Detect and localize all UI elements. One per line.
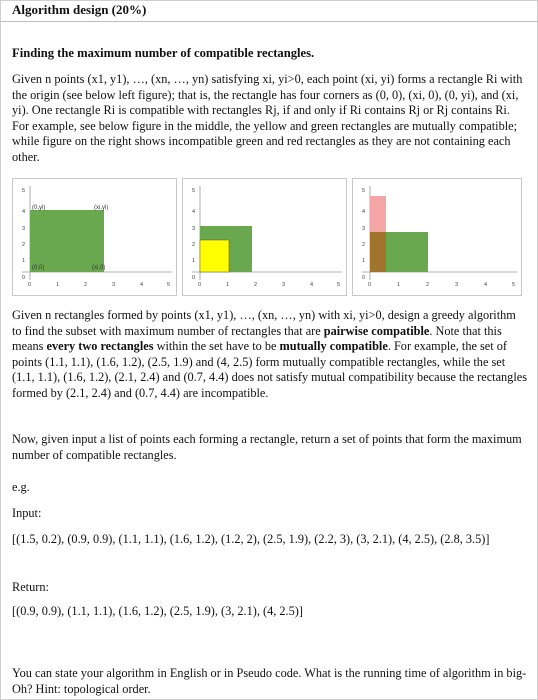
x-tick: 4 — [310, 282, 314, 288]
red-rectangle — [370, 196, 386, 232]
y-tick: 5 — [362, 188, 366, 194]
question-title: Algorithm design (20%) — [12, 2, 147, 17]
overlap-region — [370, 232, 386, 272]
intro-paragraph: Given n points (x1, y1), …, (xn, …, yn) satisfying xi, yi>0, each point (xi, yi) forms a rectangle Ri with the origin (see below left figure); that is, the rectangle has four corners as (0, 0), (xi, 0), (0, yi), and (xi, yi). One rectangle Ri is compatible with rectangles Rj, if and only if Ri contains Rj or Rj contains Ri. For example, see below figure in the middle, the yellow and green rectangles are mutually compatible; while figure on the right shows incompatible green and red rectangles as they are not containing each other. — [12, 72, 523, 164]
yellow-rectangle — [200, 240, 229, 272]
x-tick: 0 — [28, 282, 32, 288]
bold-term: every two rectangles — [46, 339, 154, 354]
x-tick: 1 — [226, 282, 230, 288]
return-value: [(0.9, 0.9), (1.1, 1.1), (1.6, 1.2), (2.5, 1.9), (3, 2.1), (4, 2.5)] — [12, 604, 303, 618]
figure-rectangle-definition — [12, 178, 177, 296]
closing-question: You can state your algorithm in English or in Pseudo code. What is the running time of algorithm in big-Oh? Hint: topological order. — [12, 666, 527, 696]
y-tick: 2 — [22, 242, 26, 248]
y-tick: 0 — [192, 275, 196, 281]
y-tick: 3 — [362, 226, 366, 232]
y-tick: 1 — [362, 258, 366, 264]
figure-compatible-rectangles — [182, 178, 347, 296]
input-label: Input: — [12, 506, 42, 520]
figure-right-svg — [352, 178, 522, 296]
x-tick: 2 — [84, 282, 88, 288]
text-run: . Note that this means — [12, 323, 502, 354]
x-tick: 0 — [198, 282, 202, 288]
y-tick: 1 — [192, 258, 196, 264]
point-label-top-right: (xi,yi) — [94, 205, 109, 211]
x-tick: 1 — [56, 282, 60, 288]
x-tick: 5 — [337, 282, 341, 288]
problem-subtitle: Finding the maximum number of compatible rectangles. — [12, 46, 315, 60]
figure-left-svg — [12, 178, 177, 296]
text-run: Given n rectangles formed by points (x1, y1), …, (xn, …, yn) with xi, yi>0, design a greedy algorithm to find the subset with maximum number of rectangles that are — [12, 308, 516, 338]
x-tick: 3 — [112, 282, 116, 288]
y-tick: 4 — [22, 209, 26, 215]
rect-ri — [30, 210, 104, 272]
return-label: Return: — [12, 580, 49, 594]
y-tick: 3 — [22, 226, 26, 232]
y-tick: 4 — [362, 209, 366, 215]
y-tick: 3 — [192, 226, 196, 232]
figure-middle-svg — [182, 178, 347, 296]
y-tick: 0 — [22, 275, 26, 281]
x-tick: 3 — [455, 282, 459, 288]
task-statement: Now, given input a list of points each forming a rectangle, return a set of points that form the maximum number of compatible rectangles. — [12, 432, 522, 462]
y-tick: 1 — [22, 258, 26, 264]
y-tick: 2 — [362, 242, 366, 248]
text-run: within the set have to be — [153, 339, 280, 354]
y-tick: 0 — [362, 275, 366, 281]
x-tick: 2 — [426, 282, 430, 288]
greedy-task-paragraph — [12, 308, 528, 402]
x-tick: 4 — [484, 282, 488, 288]
x-tick: 2 — [254, 282, 258, 288]
y-tick: 5 — [22, 188, 26, 194]
x-tick: 4 — [140, 282, 144, 288]
text-run: . For example, the set of points (1.1, 1.1), (1.6, 1.2), (2.5, 1.9) and (4, 2.5) form mutually compatible rectangles, while the set (1.1, 1.1), (1.6, 1.2), (2.1, 2.4) and (0.7, 4.4) does not satisfy mutual compatibility because the rectangles formed by (2.1, 2.4) and (0.7, 4.4) are incompatible. — [12, 339, 527, 400]
x-tick: 0 — [368, 282, 372, 288]
input-value: [(1.5, 0.2), (0.9, 0.9), (1.1, 1.1), (1.6, 1.2), (1.2, 2), (2.5, 1.9), (2.2, 3), (3, 2.1), (4, 2.5), (2.8, 3.5)] — [12, 532, 490, 546]
header-divider — [0, 21, 538, 22]
point-label-bottom-right: (xi,0) — [92, 265, 106, 271]
x-tick: 5 — [167, 282, 171, 288]
x-tick: 5 — [512, 282, 516, 288]
bold-term: mutually compatible — [279, 339, 388, 354]
y-tick: 5 — [192, 188, 196, 194]
example-label: e.g. — [12, 480, 30, 494]
y-tick: 2 — [192, 242, 196, 248]
point-label-origin: (0,0) — [32, 265, 45, 271]
x-tick: 1 — [397, 282, 401, 288]
y-tick: 4 — [192, 209, 196, 215]
x-tick: 3 — [282, 282, 286, 288]
point-label-top-left: (0,yi) — [32, 205, 46, 211]
figure-incompatible-rectangles — [352, 178, 522, 296]
bold-term: pairwise compatible — [323, 323, 430, 338]
